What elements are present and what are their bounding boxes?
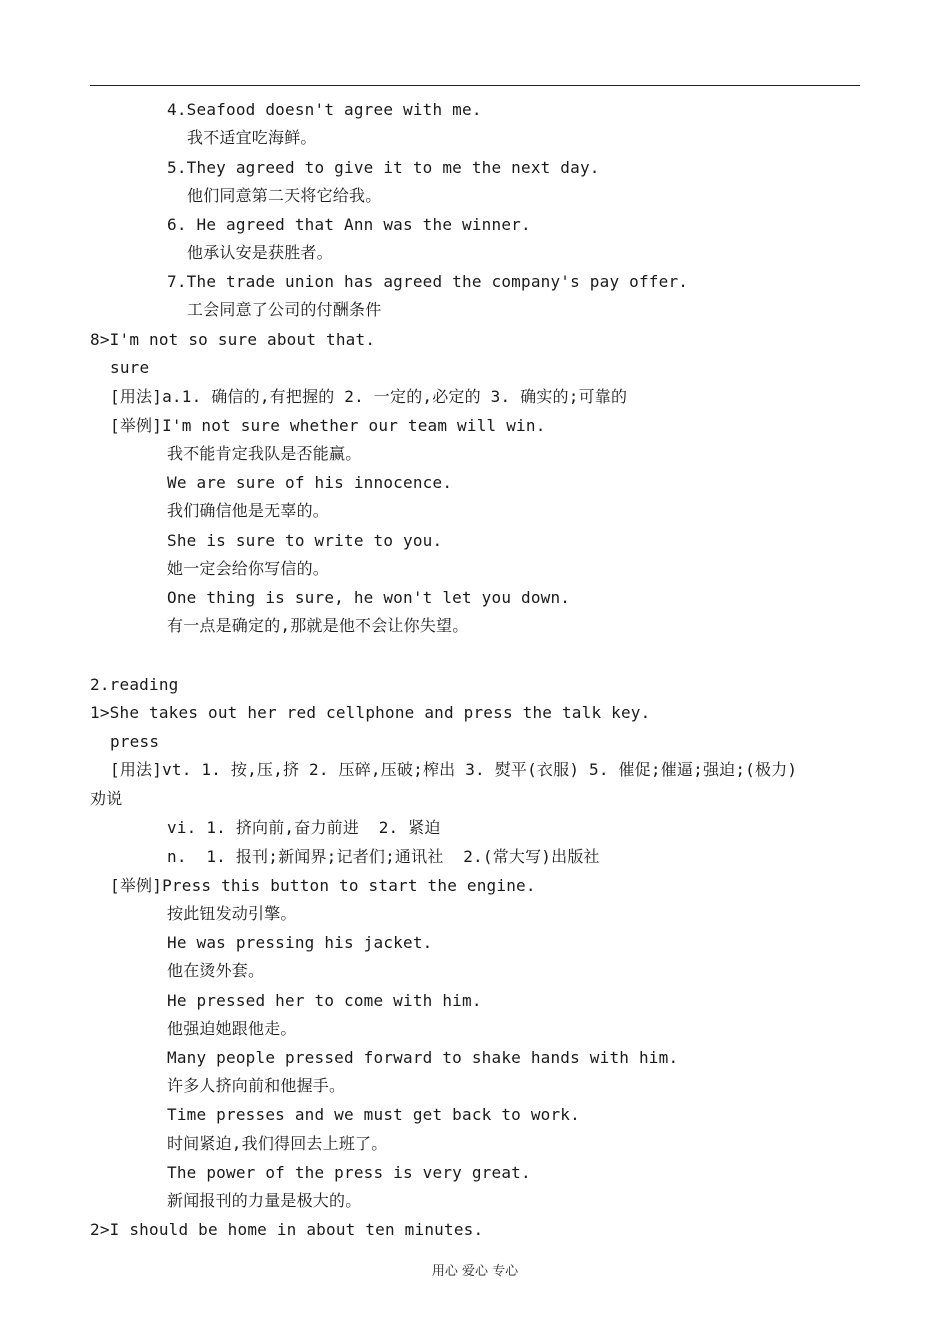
text-line: 他承认安是获胜者。 [187, 243, 333, 262]
text-line: Time presses and we must get back to work. [167, 1105, 580, 1124]
text-line: [用法]a.1. 确信的,有把握的 2. 一定的,必定的 3. 确实的;可靠的 [110, 387, 628, 406]
text-line: Many people pressed forward to shake hands with him. [167, 1048, 679, 1067]
text-line: 4.Seafood doesn't agree with me. [167, 100, 482, 119]
text-line: 时间紧迫,我们得回去上班了。 [167, 1134, 388, 1153]
text-line: 他强迫她跟他走。 [167, 1019, 297, 1038]
text-line: She is sure to write to you. [167, 531, 443, 550]
text-line: 有一点是确定的,那就是他不会让你失望。 [167, 616, 469, 635]
text-line: 5.They agreed to give it to me the next day. [167, 158, 600, 177]
text-line: sure [110, 358, 150, 377]
text-line: 他在烫外套。 [167, 961, 265, 980]
text-line: 2>I should be home in about ten minutes. [90, 1220, 484, 1239]
text-line: press [110, 732, 160, 751]
text-line: 6. He agreed that Ann was the winner. [167, 215, 531, 234]
text-line: 7.The trade union has agreed the company's pay offer. [167, 272, 689, 291]
text-line: One thing is sure, he won't let you down. [167, 588, 571, 607]
text-line: 按此钮发动引擎。 [167, 904, 297, 923]
text-line: The power of the press is very great. [167, 1163, 531, 1182]
text-line: 1>She takes out her red cellphone and press the talk key. [90, 703, 651, 722]
text-line: We are sure of his innocence. [167, 473, 453, 492]
text-line: 她一定会给你写信的。 [167, 559, 330, 578]
text-line: [举例]Press this button to start the engine. [110, 876, 536, 895]
page-footer: 用心 爱心 专心 [431, 1264, 519, 1279]
text-line: 他们同意第二天将它给我。 [187, 186, 382, 205]
text-line: [用法]vt. 1. 按,压,挤 2. 压碎,压破;榨出 3. 熨平(衣服) 5. 催促;催逼;强迫;(极力) [110, 760, 798, 779]
text-line: 劝说 [90, 789, 123, 808]
text-line: 许多人挤向前和他握手。 [167, 1076, 346, 1095]
text-line: 我不能肯定我队是否能赢。 [167, 444, 362, 463]
text-line: 工会同意了公司的付酬条件 [187, 300, 382, 319]
text-line: 8>I'm not so sure about that. [90, 330, 376, 349]
text-line: vi. 1. 挤向前,奋力前进 2. 紧迫 [167, 818, 441, 837]
text-line: [举例]I'm not sure whether our team will win. [110, 416, 546, 435]
text-line: 2.reading [90, 675, 179, 694]
text-line: He was pressing his jacket. [167, 933, 433, 952]
text-line: n. 1. 报刊;新闻界;记者们;通讯社 2.(常大写)出版社 [167, 847, 600, 866]
text-line: 我们确信他是无辜的。 [167, 501, 330, 520]
text-line: He pressed her to come with him. [167, 991, 482, 1010]
text-line: 新闻报刊的力量是极大的。 [167, 1191, 362, 1210]
header-rule [90, 85, 860, 86]
text-line: 我不适宜吃海鲜。 [187, 128, 317, 147]
